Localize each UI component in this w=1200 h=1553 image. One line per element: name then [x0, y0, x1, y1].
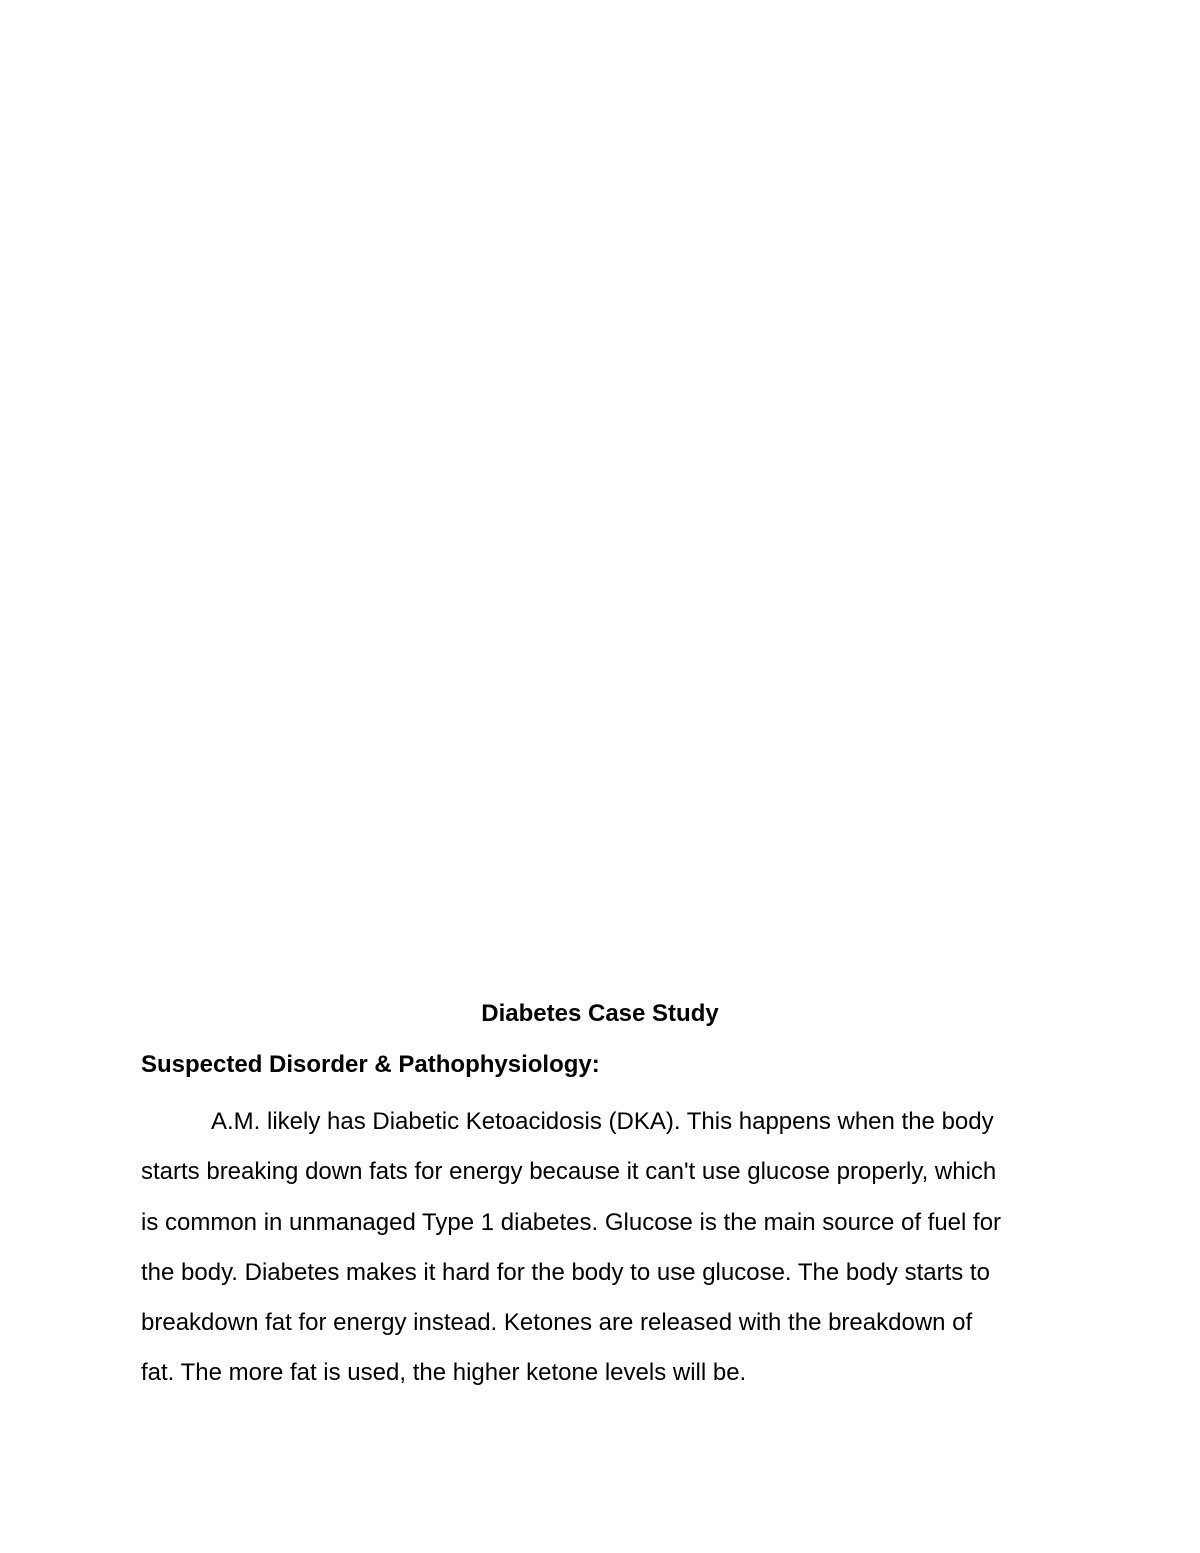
paragraph-line: is common in unmanaged Type 1 diabetes. Glucose is the main source of fuel for [141, 1208, 1002, 1236]
paragraph-line: starts breaking down fats for energy because it can't use glucose properly, which [141, 1158, 997, 1186]
paragraph-line: fat. The more fat is used, the higher ketone levels will be. [141, 1359, 747, 1387]
body-paragraph [141, 1097, 1081, 1399]
paragraph-line: A.M. likely has Diabetic Ketoacidosis (DKA). This happens when the body [211, 1108, 994, 1135]
paragraph-line: breakdown fat for energy instead. Ketones are released with the breakdown of [141, 1309, 973, 1337]
section-heading: Suspected Disorder & Pathophysiology: [141, 1051, 600, 1078]
document-title: Diabetes Case Study [481, 1000, 719, 1027]
paragraph-line: the body. Diabetes makes it hard for the body to use glucose. The body starts to [141, 1258, 990, 1286]
